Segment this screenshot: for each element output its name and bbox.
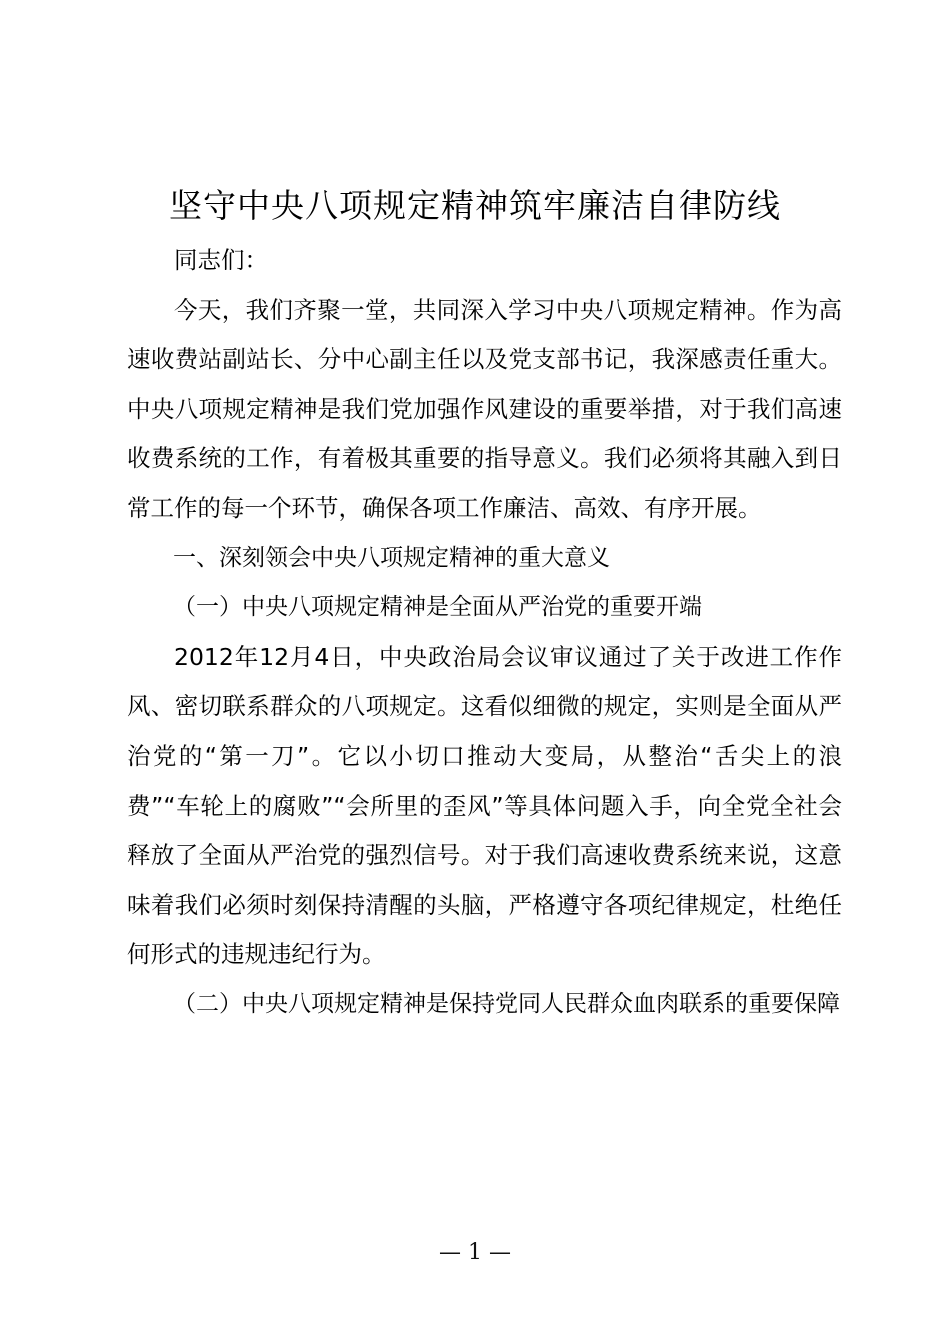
document-title: 坚守中央八项规定精神筑牢廉洁自律防线 — [169, 186, 781, 225]
salutation: 同志们： — [174, 246, 268, 274]
paragraph-intro: 今天，我们齐聚一堂，共同深入学习中央八项规定精神。作为高速收费站副站长、分中心副主任以及党支部书记，我深感责任重大。中央八项规定精神是我们党加强作风建设的重要举措，对于我们高速收费系统的工作，有着极其重要的指导意义。我们必须将其融入到日常工作的每一个环节，确保各项工作廉洁、高效、有序开展。 — [127, 295, 842, 522]
page-number: — 1 — — [439, 1240, 511, 1265]
subsection-heading-2: （二）中央八项规定精神是保持党同人民群众血肉联系的重要保障 — [173, 990, 840, 1017]
section-heading-1: 一、深刻领会中央八项规定精神的重大意义 — [173, 544, 610, 571]
document-body — [127, 236, 842, 1030]
subsection-heading-1: （一）中央八项规定精神是全面从严治党的重要开端 — [173, 594, 702, 621]
paragraph-section-1: 2012年12月4日，中央政治局会议审议通过了关于改进工作作风、密切联系群众的八项规定。这看似细微的规定，实则是全面从严治党的“第一刀”。它以小切口推动大变局，从整治“舌尖上的浪费”“车轮上的腐败”“会所里的歪风”等具体问题入手，向全党全社会释放了全面从严治党的强烈信号。对于我们高速收费系统来说，这意味着我们必须时刻保持清醒的头脑，严格遵守各项纪律规定，杜绝任何形式的违规违纪行为。 — [127, 642, 842, 969]
